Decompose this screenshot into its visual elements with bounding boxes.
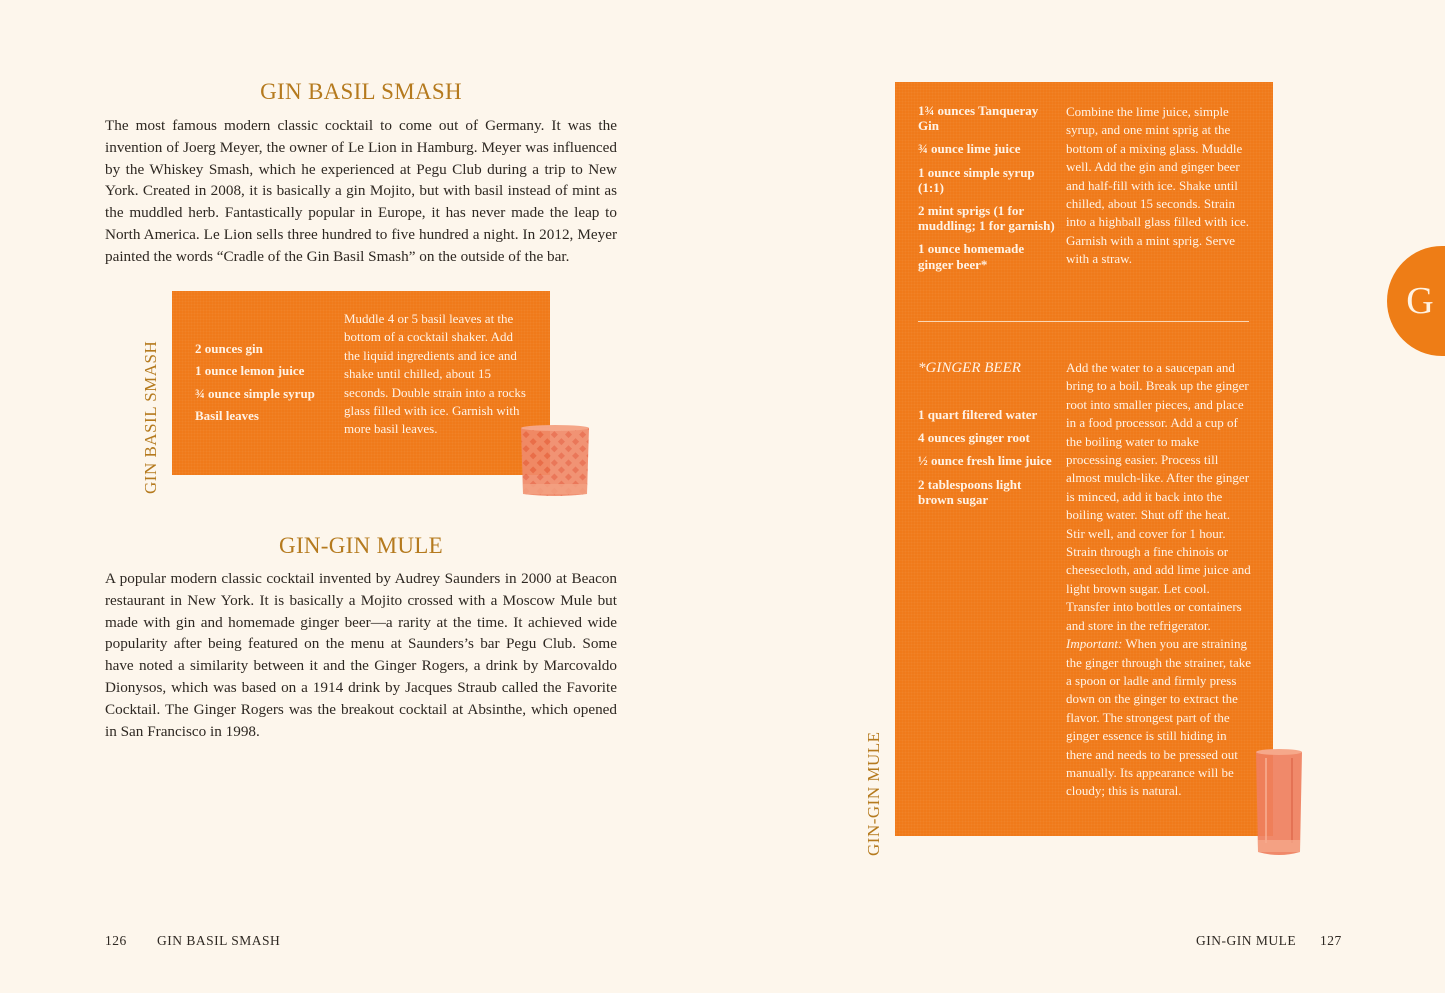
- ginger-beer-title: *GINGER BEER: [918, 360, 1021, 376]
- ginger-method: [1066, 359, 1252, 801]
- ginger-method-important: Important:: [1066, 636, 1123, 652]
- smash-title: GIN BASIL SMASH: [260, 79, 462, 104]
- mule-recipe-card: [895, 82, 1273, 836]
- smash-recipe-card: [172, 291, 550, 475]
- ingredient: 4 ounces ginger root: [918, 430, 1030, 446]
- smash-side-label: GIN BASIL SMASH: [141, 340, 160, 494]
- ingredient: Basil leaves: [195, 408, 259, 424]
- section-tab: [1387, 246, 1445, 356]
- ginger-method-part-a: Add the water to a saucepan and bring to a boil. Break up the ginger root into smaller pieces, and place in a food processor. Add a cup of the boiling water to make processing easier. Process till almost mulch-like. After the ginger is minced, add it back into the boiling water. Shut off the heat. Stir well, and cover for 1 hour. Strain through a fine chinois or cheesecloth, and add lime juice and light brown sugar. Let cool. Transfer into bottles or containers and store in the refrigerator.: [1066, 360, 1251, 633]
- ingredient: 2 mint sprigs (1 for muddling; 1 for garnish): [918, 203, 1055, 234]
- smash-ingredients: [195, 340, 335, 430]
- section-tab-letter: G: [1406, 280, 1434, 322]
- mule-method: Combine the lime juice, simple syrup, and one mint sprig at the bottom of a mixing glass. Muddle well. Add the gin and ginger beer and half-fill with ice. Shake until chilled, about 15 seconds. Strain into a highball glass filled with ice. Garnish with a mint sprig. Serve with a straw.: [1066, 104, 1250, 267]
- ginger-ingredients: [918, 407, 1058, 511]
- ingredient: 1¾ ounces Tanqueray Gin: [918, 103, 1039, 134]
- mule-ingredients: [918, 103, 1056, 276]
- running-head-left: GIN BASIL SMASH: [157, 933, 281, 948]
- mule-title: GIN-GIN MULE: [279, 533, 443, 558]
- ingredient: ¾ ounce simple syrup: [195, 385, 315, 401]
- running-head-right: GIN-GIN MULE: [1196, 933, 1297, 948]
- mule-paragraph: A popular modern classic cocktail invented by Audrey Saunders in 2000 at Beacon restaurant in New York. It is basically a Mojito crossed with a Moscow Mule but made with gin and homemade ginger beer—a rarity at the time. It achieved wide popularity after being featured on the menu at Saunders’s bar Pegu Club. Some have noted a similarity between it and the Ginger Rogers, a drink by Marcovaldo Dionysos, which was based on a 1914 drink by Jacques Straub called the Favorite Cocktail. The Ginger Rogers was the breakout cocktail at Absinthe, which opened in San Francisco in 1998.: [105, 570, 617, 740]
- ginger-method-part-b: When you are straining the ginger through the strainer, take a spoon or ladle and firmly press down on the ginger to extract the flavor. The strongest part of the ginger essence is still hiding in there and needs to be pressed out manually. Its appearance will be cloudy; this is natural.: [1066, 636, 1252, 799]
- smash-paragraph: The most famous modern classic cocktail to come out of Germany. It was the invention of Joerg Meyer, the owner of Le Lion in Hamburg. Meyer was influenced by the Whiskey Smash, which he experienced at Pegu Club during a trip to New York. Created in 2008, it is basically a gin Mojito, but with basil instead of mint as the muddled herb. Fantastically popular in Europe, it has never made the leap to North America. Le Lion sells three hundred to five hundred a night. In 2012, Meyer painted the words “Cradle of the Gin Basil Smash” on the outside of the bar.: [105, 117, 617, 265]
- mule-side-label: GIN-GIN MULE: [864, 731, 883, 856]
- ingredient: 1 ounce homemade ginger beer*: [918, 241, 1025, 272]
- rocks-glass-icon: [519, 424, 591, 499]
- ingredient: 1 quart filtered water: [918, 407, 1038, 422]
- ingredient: ¾ ounce lime juice: [918, 141, 1021, 157]
- smash-method: Muddle 4 or 5 basil leaves at the bottom of a cocktail shaker. Add the liquid ingredients and ice and shake until chilled, about 15 seconds. Double strain into a rocks glass filled with ice. Garnish with more basil leaves.: [344, 311, 526, 437]
- divider: [918, 321, 1249, 322]
- highball-glass-icon: [1254, 748, 1304, 860]
- page-number-left: 126: [105, 933, 127, 948]
- ingredient: 2 ounces gin: [195, 341, 263, 356]
- ingredient: 2 tablespoons light brown sugar: [918, 476, 1022, 507]
- ingredient: ½ ounce fresh lime juice: [918, 453, 1052, 469]
- ingredient: 1 ounce lemon juice: [195, 363, 305, 379]
- page-number-right: 127: [1320, 933, 1342, 948]
- ingredient: 1 ounce simple syrup (1:1): [918, 164, 1035, 195]
